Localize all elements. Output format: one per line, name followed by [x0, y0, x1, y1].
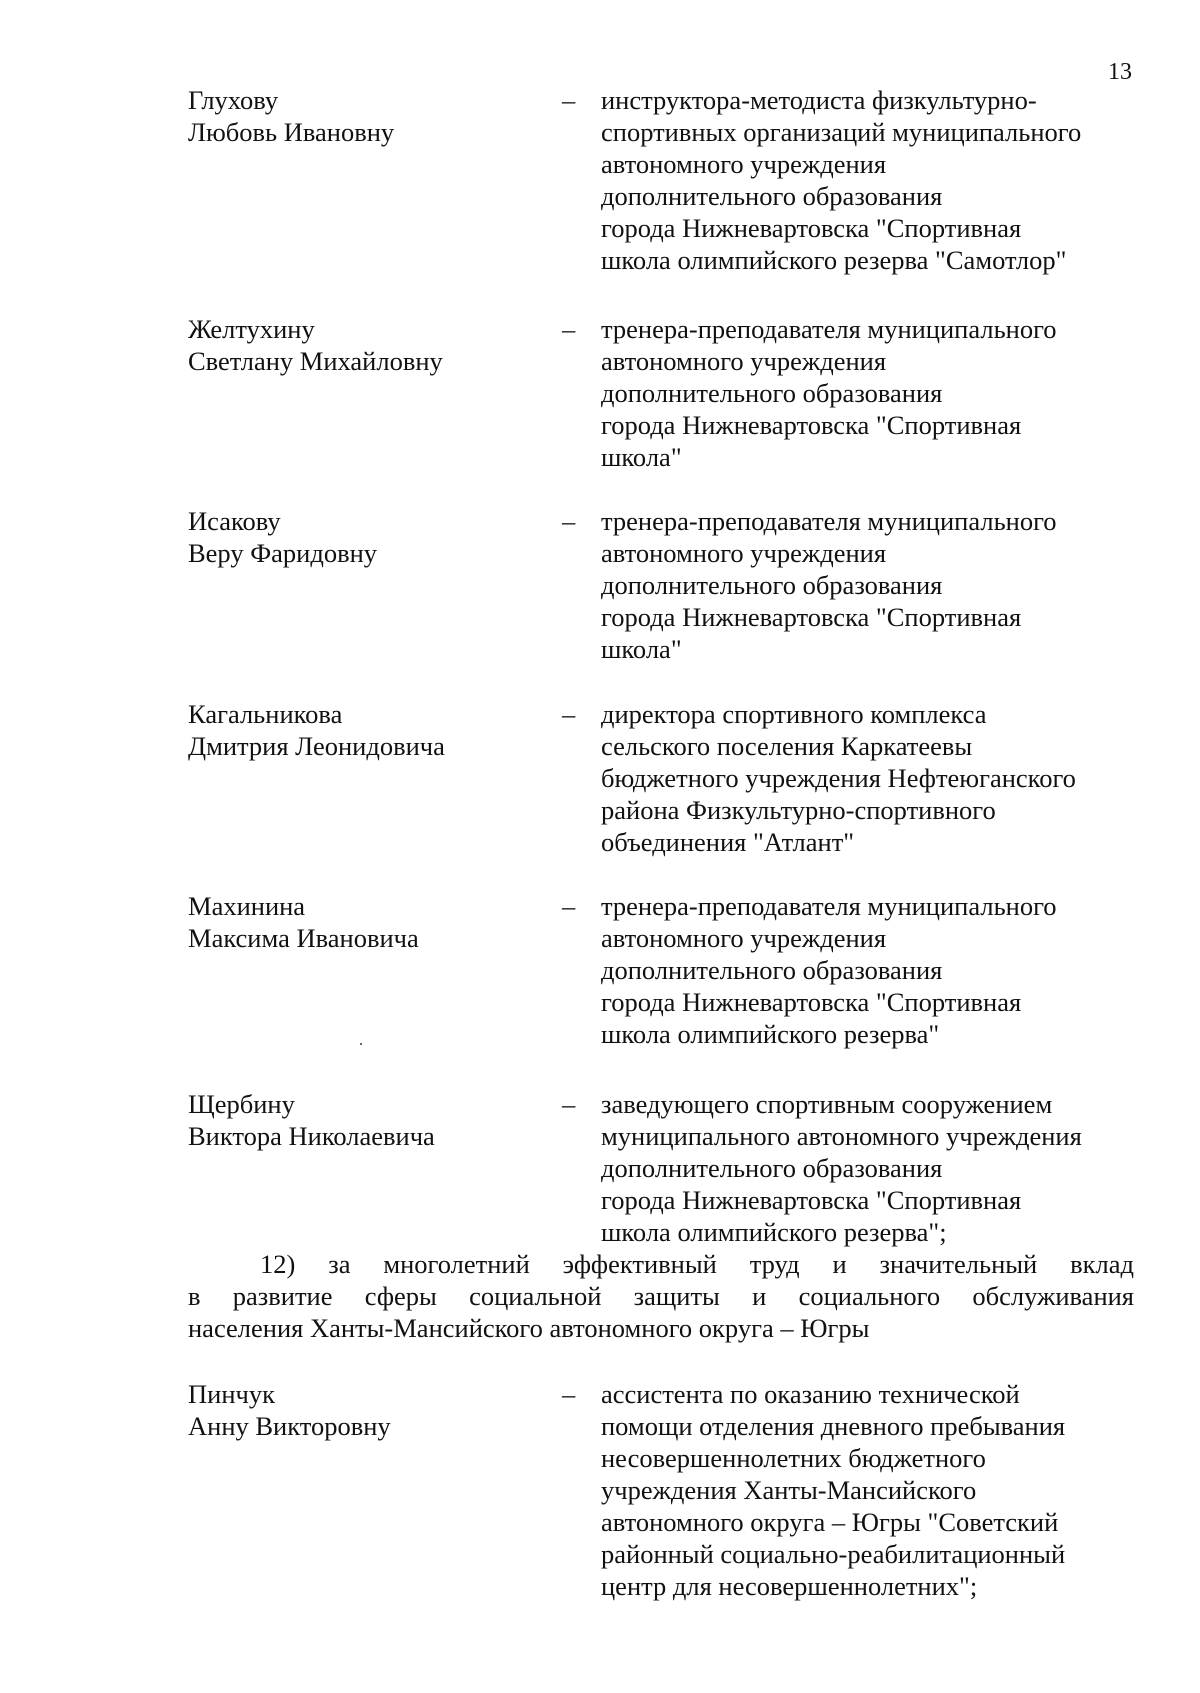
paragraph-line: в развитие сферы социальной защиты и социального обслуживания: [188, 1281, 1134, 1311]
recipient-name: [188, 505, 548, 569]
recipient-surname: Махинина: [188, 891, 306, 921]
position-line: города Нижневартовска "Спортивная: [601, 213, 1022, 243]
position-line: дополнительного образования: [601, 1153, 943, 1183]
position-line: школа олимпийского резерва": [601, 1019, 940, 1049]
recipient-surname: Пинчук: [188, 1379, 275, 1409]
position-line: сельского поселения Каркатеевы: [601, 731, 973, 761]
recipient-given-names: Светлану Михайловну: [188, 346, 443, 376]
paragraph-line: 12) за многолетний эффективный труд и значительный вклад: [260, 1249, 1134, 1279]
recipient-given-names: Анну Викторовну: [188, 1411, 391, 1441]
section-12-paragraph: [188, 1248, 1134, 1344]
dash-separator: –: [562, 506, 576, 536]
scan-speck: [360, 1043, 362, 1045]
recipient-surname: Желтухину: [188, 314, 315, 344]
recipient-surname: Исакову: [188, 506, 281, 536]
recipient-position: [601, 313, 1161, 473]
dash-separator: –: [562, 314, 576, 344]
recipient-position: [601, 890, 1161, 1050]
dash-separator: –: [562, 699, 576, 729]
recipient-position: [601, 698, 1161, 858]
page-number: 13: [1108, 59, 1132, 85]
position-line: объединения "Атлант": [601, 827, 855, 857]
recipient-given-names: Виктора Николаевича: [188, 1121, 435, 1151]
position-line: автономного учреждения: [601, 538, 887, 568]
recipient-name: [188, 890, 548, 954]
recipient-surname: Глухову: [188, 85, 279, 115]
position-line: муниципального автономного учреждения: [601, 1121, 1082, 1151]
recipient-name: [188, 698, 548, 762]
recipient-given-names: Максима Ивановича: [188, 923, 419, 953]
position-line: учреждения Ханты-Мансийского: [601, 1475, 977, 1505]
position-line: города Нижневартовска "Спортивная: [601, 1185, 1022, 1215]
position-line: автономного округа – Югры "Советский: [601, 1507, 1059, 1537]
recipient-given-names: Любовь Ивановну: [188, 117, 395, 147]
position-line: города Нижневартовска "Спортивная: [601, 987, 1022, 1017]
position-line: города Нижневартовска "Спортивная: [601, 602, 1022, 632]
position-line: автономного учреждения: [601, 346, 887, 376]
recipient-surname: Щербину: [188, 1089, 295, 1119]
position-line: школа олимпийского резерва";: [601, 1217, 947, 1247]
recipient-position: [601, 1088, 1161, 1248]
dash-separator: –: [562, 85, 576, 115]
position-line: дополнительного образования: [601, 570, 943, 600]
position-line: спортивных организаций муниципального: [601, 117, 1082, 147]
position-line: директора спортивного комплекса: [601, 699, 987, 729]
position-line: тренера-преподавателя муниципального: [601, 506, 1057, 536]
position-line: тренера-преподавателя муниципального: [601, 891, 1057, 921]
recipient-position: [601, 505, 1161, 665]
position-line: района Физкультурно-спортивного: [601, 795, 996, 825]
position-line: школа": [601, 634, 682, 664]
position-line: инструктора-методиста физкультурно-: [601, 85, 1037, 115]
recipient-position: [601, 1378, 1161, 1602]
recipient-position: [601, 84, 1161, 276]
position-line: помощи отделения дневного пребывания: [601, 1411, 1066, 1441]
position-line: дополнительного образования: [601, 181, 943, 211]
paragraph-line: населения Ханты-Мансийского автономного округа – Югры: [188, 1313, 870, 1343]
position-line: дополнительного образования: [601, 955, 943, 985]
dash-separator: –: [562, 1379, 576, 1409]
recipient-name: [188, 313, 548, 377]
recipient-surname: Кагальникова: [188, 699, 343, 729]
recipient-name: [188, 1088, 548, 1152]
position-line: районный социально-реабилитационный: [601, 1539, 1066, 1569]
position-line: несовершеннолетних бюджетного: [601, 1443, 986, 1473]
position-line: заведующего спортивным сооружением: [601, 1089, 1053, 1119]
recipient-name: [188, 84, 548, 148]
recipient-given-names: Веру Фаридовну: [188, 538, 378, 568]
position-line: школа": [601, 442, 682, 472]
dash-separator: –: [562, 891, 576, 921]
position-line: тренера-преподавателя муниципального: [601, 314, 1057, 344]
position-line: дополнительного образования: [601, 378, 943, 408]
dash-separator: –: [562, 1089, 576, 1119]
recipient-given-names: Дмитрия Леонидовича: [188, 731, 445, 761]
recipient-name: [188, 1378, 548, 1442]
position-line: города Нижневартовска "Спортивная: [601, 410, 1022, 440]
position-line: центр для несовершеннолетних";: [601, 1571, 978, 1601]
position-line: автономного учреждения: [601, 923, 887, 953]
position-line: ассистента по оказанию технической: [601, 1379, 1020, 1409]
position-line: бюджетного учреждения Нефтеюганского: [601, 763, 1076, 793]
position-line: школа олимпийского резерва "Самотлор": [601, 245, 1067, 275]
position-line: автономного учреждения: [601, 149, 887, 179]
